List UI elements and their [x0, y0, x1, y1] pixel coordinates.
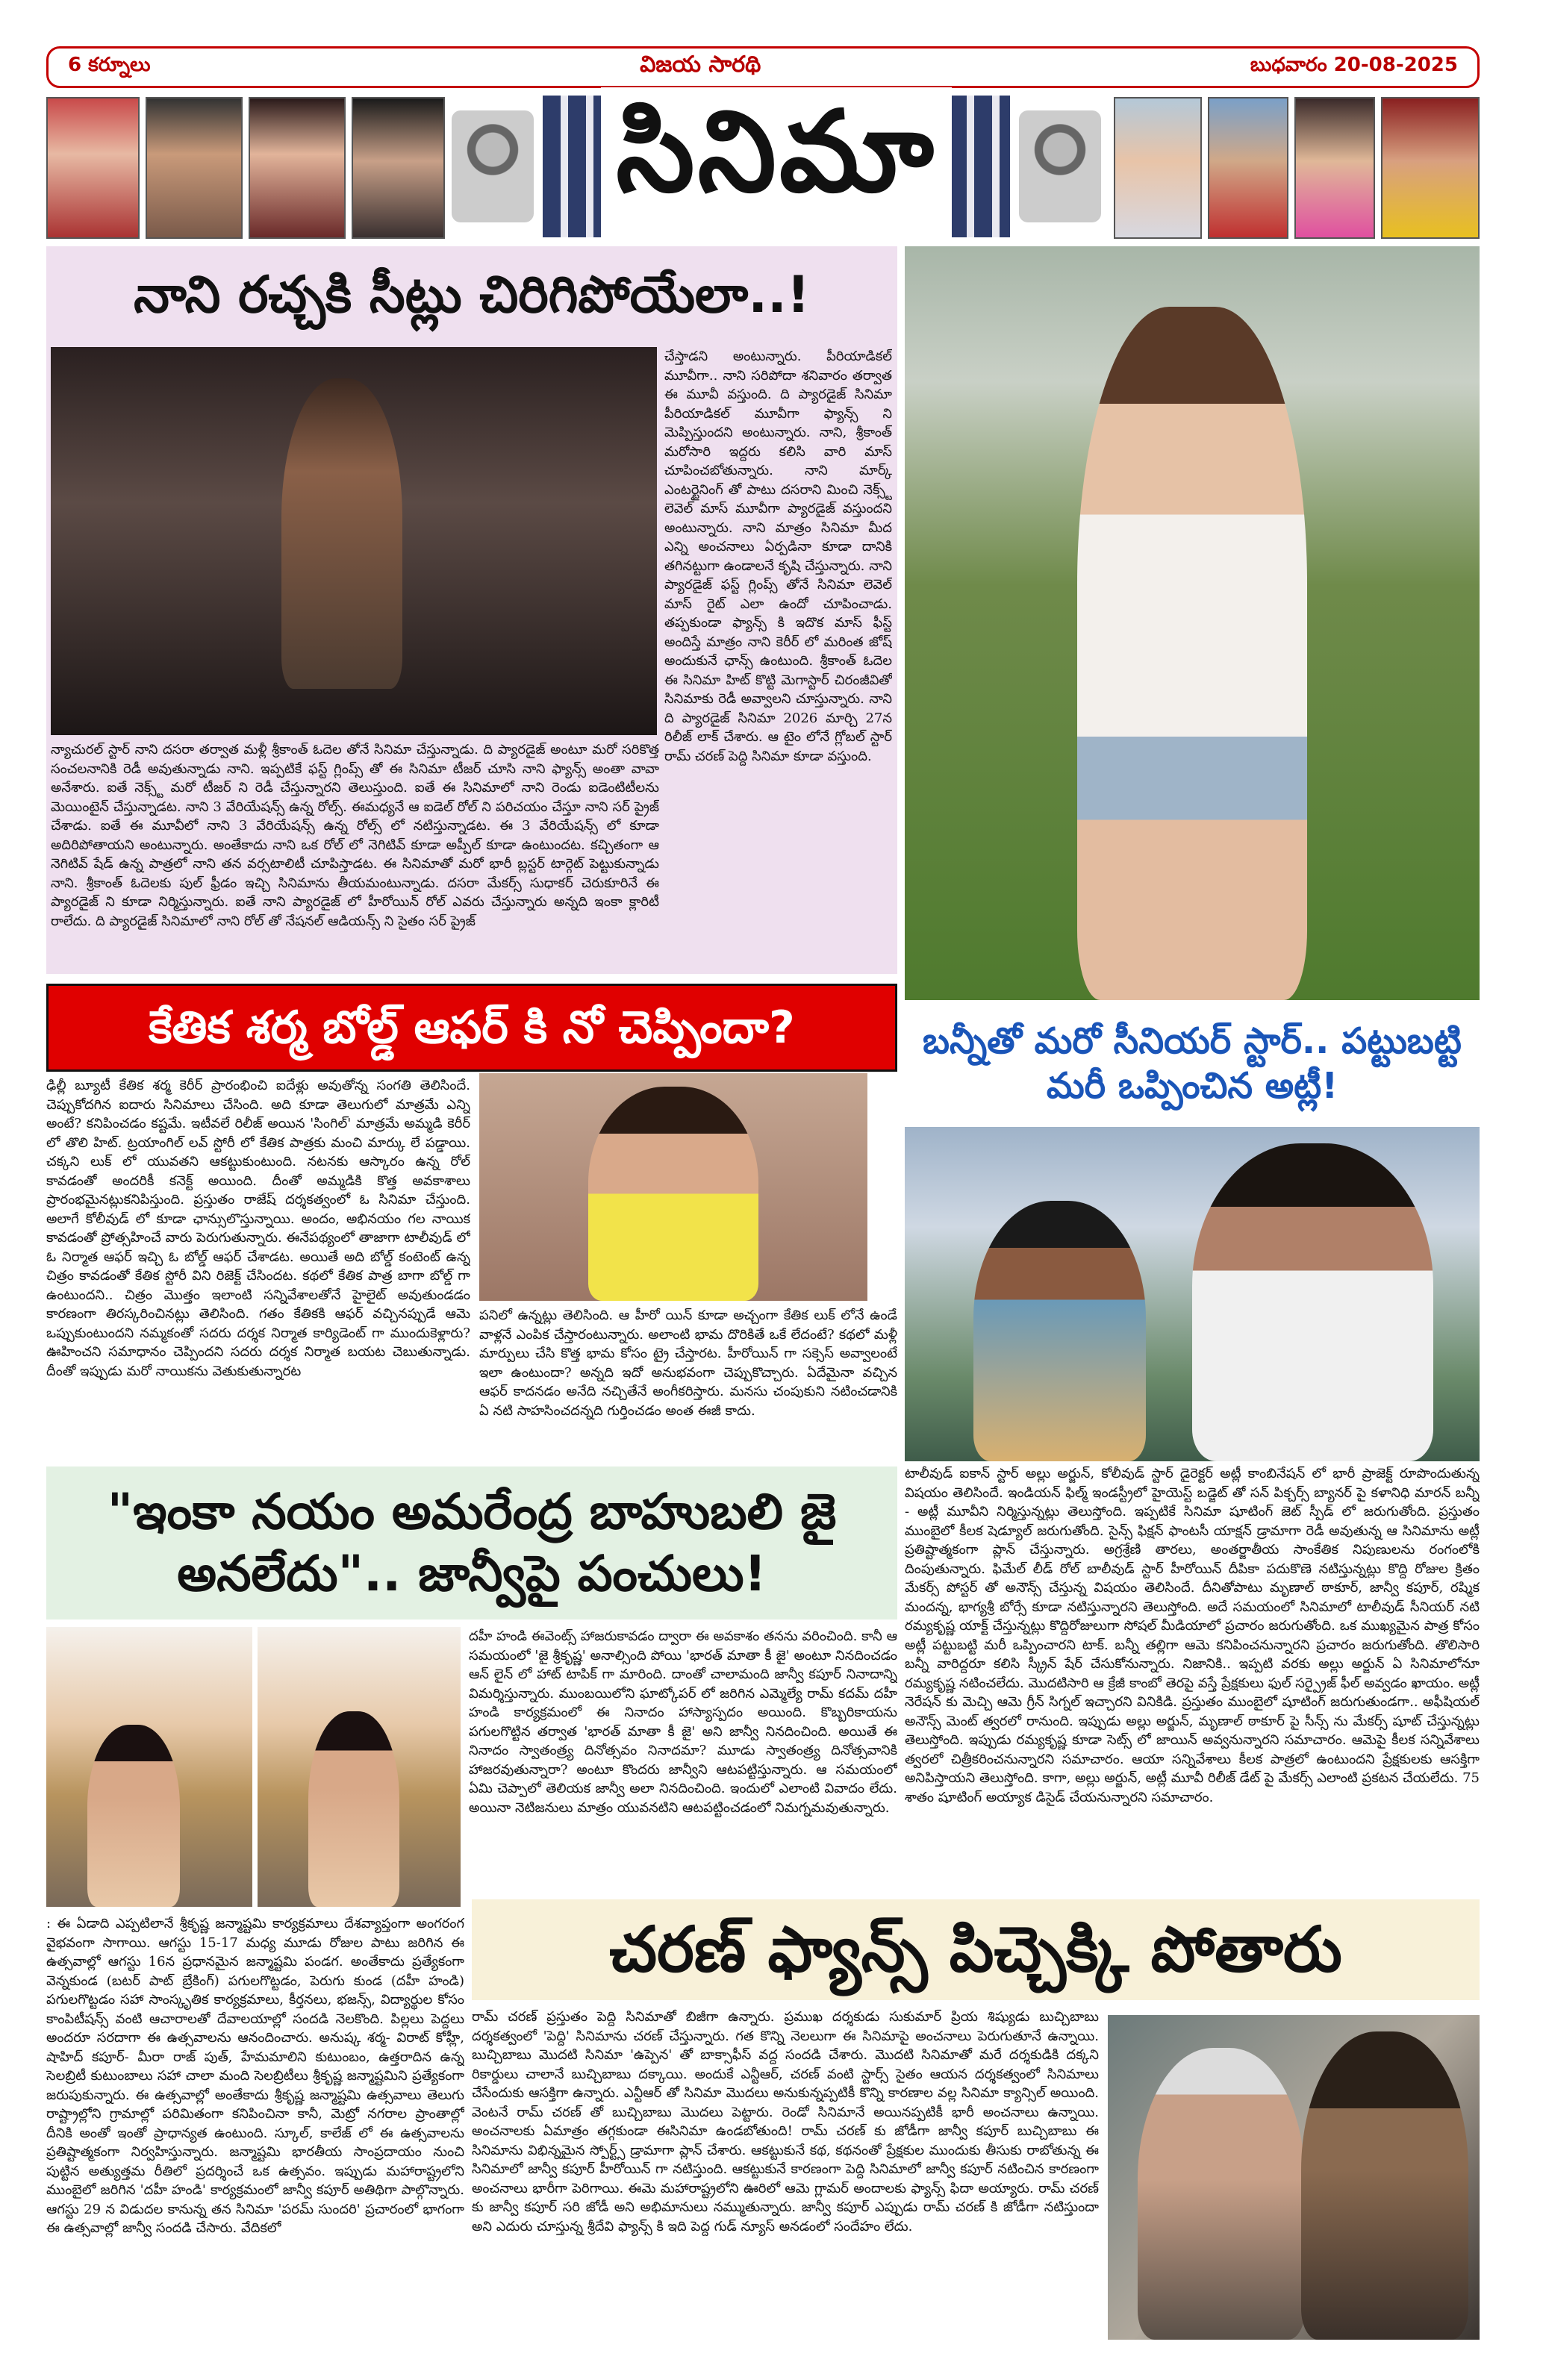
masthead-photo-2: [146, 97, 243, 239]
story-charan-text: రామ్ చరణ్ ప్రస్తుతం పెద్ది సినిమాతో బిజీగా ఉన్నారు. ప్రముఖ దర్శకుడు సుకుమార్ ప్రియ శిష్యుడు బుచ్చిబాబు దర్శకత్వంలో 'పెద్ది' సినిమాను చరణ్ చేస్తున్నారు. గత కొన్ని నెలలుగా ఈ సినిమాపై అంచనాలు పెరుగుతూనే ఉన్నాయి. బుచ్చిబాబు మొదటి సినిమా 'ఉప్పెన' తో బాక్సాఫీస్ వద్ద సందడి చేశారు. మొదటి సినిమాతో మరే దర్శకుడికి దక్కని రికార్డులు చాలానే బుచ్చిబాబు దక్కాయి. అందుకే ఎన్టీఆర్, చరణ్ వంటి స్టార్స్ సైతం ఆయన దర్శకత్వంలో సినిమాలు చేసేందుకు ఆసక్తిగా ఉన్నారు. ఎన్టీఆర్ తో సినిమా మొదలు అనుకున్నప్పటికీ కొన్ని కారణాల వల్ల సినిమా క్యాన్సిల్ అయింది. వెంటనే రామ్ చరణ్ తో బుచ్చిబాబు మొదలు పెట్టారు. రెండో సినిమానే అయినప్పటికీ భారీ అంచనాలు ఉన్నాయి. అంచనాలకు ఏమాత్రం తగ్గకుండా ఈసినిమా ఉండబోతుంది! రామ్ చరణ్ కు జోడీగా జాన్వీ కపూర్ బుచ్చిబాబు ఈ సినిమాను విభిన్నమైన స్పోర్ట్స్ డ్రామాగా ప్లాన్ చేశారు. ఆకట్టుకునే కథ, కథనంతో ప్రేక్షకుల ముందుకు తీసుకు రాబోతున్న ఈ సినిమాలో జాన్వీ కపూర్ హీరోయిన్ గా నటిస్తుంది. ఆకట్టుకునే కారణంగా పెద్ది సినిమాలో జాన్వీ కపూర్ నటించిన కారణంగా అంచనాలు భారీగా పెరిగాయి. ఈమె మహారాష్ట్రలోని ఊరిలో ఆమె గ్లామర్ అందాలకు ఫ్యాన్స్ ఫిదా అయ్యారు. రామ్ చరణ్ కు జాన్వీ కపూర్ సరి జోడీ అని అభిమానులు నమ్ముతున్నారు. జాన్వీ కపూర్ ఎప్పుడు రామ్ చరణ్ కి జోడీగా నటిస్తుందా అని ఎదురు చూస్తున్న శ్రీదేవి ఫ్యాన్స్ కి ఇది పెద్ద గుడ్ న్యూస్ అనడంలో సందేహం లేదు.: [472, 2009, 1099, 2234]
story-janhvi-headline-box: [46, 1467, 897, 1620]
story-nani-headline-box: [46, 246, 897, 343]
story-bunny-headline: బన్నీతో మరో సీనియర్ స్టార్.. పట్టుబట్టి మరీ ఒప్పించిన అట్లీ!: [923, 1020, 1462, 1107]
page-label: 6 కర్నూలు: [68, 54, 151, 76]
masthead-photo-6: [1208, 97, 1288, 239]
story-janhvi-right-text: దహీ హండి ఈవెంట్స్ హాజరుకావడం ద్వారా ఈ అవకాశం తనను వరించింది. కానీ ఆ సమయంలో 'జై శ్రీకృష్ణ' అనాల్సింది పోయి 'భారత్ మాతా కీ జై' అంటూ నినదించడం ఆన్ లైన్ లో హాట్ టాపిక్ గా మారింది. దాంతో చాలామంది జాన్వీ కపూర్ నినాదాన్ని విమర్శిస్తున్నారు. ముంబయిలోని ఘాట్కోపర్ లో జరిగిన ఎమ్మెల్యే రామ్ కదమ్ దహీ హండి కార్యక్రమంలో ఈ నినాదం హాస్యాస్పదం అయింది. కొబ్బరికాయను పగులగొట్టిన తర్వాత 'భారత్ మాతా కీ జై' అని జాన్వీ నినదించింది. అయితే ఈ నినాదం స్వాతంత్ర్య దినోత్సవం నినాదమా? మూడు స్వాతంత్ర్య దినోత్సవానికి హాజరవుతున్నారా? అంటూ కొందరు జాన్వీని ఆటపట్టిస్తున్నారు. ఆ సమయంలో ఏమి చెప్పాలో తెలియక జాన్వీ అలా నినదించింది. ఇందులో ఎలాంటి వివాదం లేదు. అయినా నెటిజనులు మాత్రం యువనటిని ఆటపట్టించడంలో నిమగ్నమవుతున్నారు.: [469, 1628, 897, 1816]
film-projector-icon: [452, 110, 534, 222]
nani-paradise-still-photo: [51, 347, 657, 735]
story-janhvi-headline-line1: "ఇంకా నయం అమరేంద్ర బాహుబలి జై: [107, 1483, 837, 1540]
allu-arjun-atlee-photo: [905, 1127, 1480, 1461]
janhvi-dahi-handi-photo-1: [46, 1627, 252, 1907]
page-header-bar: [46, 46, 1480, 88]
story-ketika-left-text: ఢిల్లీ బ్యూటీ కేతిక శర్మ కెరీర్ ప్రారంభించి ఐదేళ్లు అవుతోన్న సంగతి తెలిసిందే. చెప్పుకోదగిన ఐదారు సినిమాలు చేసింది. అది కూడా తెలుగులో మాత్రమే ఎన్ని అంటే? కనిపించడం కష్టమే. ఇటీవలే రిలీజ్ అయిన 'సింగిల్' మాత్రమే అమ్మడి కెరీర్ లో తొలి హిట్. ట్రయాంగిల్ లవ్ స్టోరీ లో కేతిక పాత్రకు మంచి మార్కు లే పడ్డాయి. చక్కని లుక్ లో యువతని ఆకట్టుకుంటుంది. నటనకు ఆస్కారం ఉన్న రోల్ కావడంతో అందరికీ కనెక్ట్ అయింది. దీంతో అమ్మడికి కొత్త అవకాశాలు ప్రారంభమైనట్లుకనిపిస్తుంది. ప్రస్తుతం రాజేష్ దర్శకత్వంలో ఓ సినిమా చేస్తుంది. అలాగే కోలీవుడ్ లో కూడా ఛాన్సులొస్తున్నాయి. అందం, అభినయం గల నాయిక కావడంతో ప్రోత్సహించే వారు పెరుగుతున్నారు. ఈనేపథ్యంలో తాజాగా టాలీవుడ్ లో ఓ నిర్మాత ఆఫర్ ఇచ్చి ఓ బోల్డ్ ఆఫర్ చేశాడట. అయితే అది బోల్డ్ కంటెంట్ ఉన్న చిత్రం కావడంతో కేతిక స్టోరీ విని రిజెక్ట్ చేసిందట. కథలో కేతిక పాత్ర బాగా బోల్డ్ గా ఉంటుందని.. చిత్రం మొత్తం ఇలాంటి సన్నివేశాలతోనే హైలైట్ అవుతుండడం కారణంగా తిరస్కరించినట్లు తెలిసింది. గతం కేతికకి ఆఫర్ వచ్చినప్పుడే ఆమె ఒప్పుకుంటుందని నమ్మకంతో సదరు దర్శక నిర్మాత కార్యిడెంట్ గా ముందుకెళ్లారు? ఊహించని సమాధానం చెప్పిందని సదరు దర్శక నిర్మాత బయట చెబుతున్నాడు. దీంతో ఇప్పుడు మరో నాయికను వెతుకుతున్నారట: [46, 1078, 470, 1379]
story-charan-headline: చరణ్ ఫ్యాన్స్ పిచ్చెక్కి పోతారు: [609, 1913, 1342, 1986]
actress-portrait-photo: [905, 246, 1480, 1000]
story-ketika-right-text: పనిలో ఉన్నట్లు తెలిసింది. ఆ హీరో యిన్ కూడా అచ్చంగా కేతిక లుక్ లోనే ఉండే వాళ్లనే ఎంపిక చేస్తారంటున్నారు. అలాంటి భామ దొరికితే ఒకే లేదంటే? కథలో మళ్లీ మార్పులు చేసి కొత్త భామ కోసం ట్రై చేస్తారట. హీరోయిన్ గా సక్సెస్ అవ్వాలంటే ఇలా ఉంటుందా? అన్నది ఇదో అనుభవంగా చెప్పుకొచ్చారు. ఏదేమైనా వచ్చిన ఆఫర్ కాదనడం అనేది నచ్చితేనే అంగీకరిస్తారు. మనసు చంపుకుని నటించడానికి ఏ నటి సాహసించదన్నది గుర్తించడం అంత ఈజీ కాదు.: [479, 1308, 897, 1419]
story-bunny-headline-box: [905, 1004, 1480, 1123]
ram-charan-peddi-photo: [1108, 2015, 1480, 2340]
story-nani-column-text: చేస్తాడని అంటున్నారు. పీరియాడికల్ మూవీగా.. నాని సరిపోదా శనివారం తర్వాత ఈ మూవీ వస్తుంది. ది ప్యారడైజ్ సినిమా పీరియాడికల్ మూవీగా ఫ్యాన్స్ ని మెప్పిస్తుందని అంటున్నారు. నాని, శ్రీకాంత్ మరోసారి ఇద్దరు కలిసి వారి మాస్ చూపించబోతున్నారు. నాని మార్క్ ఎంటర్టైనింగ్ తో పాటు దసరాని మించి నెక్స్ట్ లెవెల్ మాస్ మూవీగా ప్యారడైజ్ వస్తుందని అంటున్నారు. నాని మాత్రం సినిమా మీద ఎన్ని అంచనాలు ఏర్పడినా కూడా దానికి తగినట్టుగా ఉండాలనే కృషి చేస్తున్నారు. నాని ప్యారడైజ్ ఫస్ట్ గ్లింప్స్ తోనే సినిమా లెవెల్ మాస్ రైట్ ఎలా ఉందో చూపించాడు. తప్పకుండా ఫ్యాన్స్ కి ఇదొక మాస్ ఫీస్ట్ అందిస్తే మాత్రం నాని కెరీర్ లో మరింత జోష్ అందుకునే ఛాన్స్ ఉంటుంది. శ్రీకాంత్ ఓదెల ఈ సినిమా హిట్ కొట్టి మెగాస్టార్ చిరంజీవితో సినిమాకు రెడీ అవ్వాలని చూస్తున్నారు. నాని ది ప్యారడైజ్ సినిమా 2026 మార్చి 27న రిలీజ్ లాక్ చేశారు. ఆ టైం లోనే గ్లోబల్ స్టార్ రామ్ చరణ్ పెద్ది సినిమా కూడా వస్తుంది.: [664, 349, 892, 764]
issue-date: బుధవారం 20-08-2025: [1250, 54, 1458, 76]
story-nani-wide-text: న్యాచురల్ స్టార్ నాని దసరా తర్వాత మళ్లీ శ్రీకాంత్ ఓదెల తోనే సినిమా చేస్తున్నాడు. ది ప్యారడైజ్ అంటూ మరో సరికొత్త సంచలనానికి రెడీ అవుతున్నాడు నాని. ఇప్పటికే ఫస్ట్ గ్లింప్స్ తో ఈ సినిమా టీజర్ చూసి నాని ఫ్యాన్స్ అంతా వావా అనేశారు. ఐతే నెక్స్ట్ మరో టీజర్ ని రెడీ చేస్తున్నారని తెలుస్తుంది. ఐతే ఈ సినిమాలో నాని రెండు ఐడెంటిటీలను మెయింటైన్ చేస్తున్నాడట. నాని 3 వేరియేషన్స్ ఉన్న రోల్స్. ఈమధ్యనే ఆ ఐడెల్ రోల్ ని పరిచయం చేస్తూ నాని సర్ ప్రైజ్ చేశాడు. ఐతే ఈ మూవీలో నాని 3 వేరియేషన్స్ ఉన్న రోల్స్ లో నటిస్తున్నాడట. ఈ 3 వేరియేషన్స్ లో కూడా అదిరిపోతాయని అంటున్నారు. అంతేకాదు నాని ఒక రోల్ లో నెగిటివ్ కూడా అప్పీల్ కూడా ఉంటుందట. కచ్చితంగా ఆ నెగిటివ్ షేడ్ ఉన్న పాత్రలో నాని తన వర్సటాలిటీ చూపిస్తాడట. ఈ సినిమాతో మరో భారీ బ్లస్టర్ టార్గెట్ పెట్టుకున్నాడు నాని. శ్రీకాంత్ ఓదెలకు పుల్ ఫ్రీడం ఇచ్చి సినిమాను తీయమంటున్నాడు. దసరా మేకర్స్ సుధాకర్ చెరుకూరినే ఈ ప్యారడైజ్ ని కూడా నిర్మిస్తున్నారు. ఐతే నాని ప్యారడైజ్ లో హీరోయిన్ రోల్ ఎవరు చేస్తున్నారు అన్నది ఇంకా క్లారిటీ రాలేదు. ది ప్యారడైజ్ సినిమాలో నాని రోల్ తో నేషనల్ ఆడియన్స్ ని సైతం సర్ ప్రైజ్: [51, 742, 659, 929]
masthead-photo-1: [46, 97, 140, 239]
masthead-photo-4: [352, 97, 445, 239]
masthead-photo-3: [249, 97, 346, 239]
story-charan-headline-box: [472, 1899, 1480, 2000]
masthead-photo-8: [1381, 97, 1480, 239]
masthead-logo: [452, 87, 1101, 243]
paper-name: విజయ సారథి: [640, 51, 761, 78]
story-janhvi-bottom-text: : ఈ ఏడాది ఎప్పటిలానే శ్రీకృష్ణ జన్మాష్టమి కార్యక్రమాలు దేశవ్యాప్తంగా అంగరంగ వైభవంగా సాగాయి. ఆగస్టు 15-17 మధ్య మూడు రోజుల పాటు జరిగిన ఈ ఉత్సవాల్లో ఆగస్టు 16న ప్రధానమైన జన్మాష్టమి పండగ. అంతేకాదు ప్రత్యేకంగా వెన్నకుండ (బటర్ పాట్ బ్రేకింగ్) పగులగొట్టడం, పెరుగు కుండ (దహీ హండి) పగులగొట్టడం సహా సాంస్కృతిక కార్యక్రమాలు, కీర్తనలు, భజన్స్, విద్యార్థుల కోసం కాంపిటీషన్స్ వంటి ఆచారాలతో దేవాలయాల్లో సందడి నెలకొంది. పిల్లలు పెద్దలు అందరూ సరదాగా ఈ ఉత్సవాలను ఆనందించారు. అనుష్క శర్మ- విరాట్ కోహ్లీ, షాహిద్ కపూర్- మీరా రాజ్ పుత్, హేమమాలిని కుటుంబం, ఉత్తరాదిన ఉన్న సెలబ్రిటీ కుటుంబాలు సహా చాలా మంది సెలబ్రిటీలు శ్రీకృష్ణ జన్మాష్టమిని ప్రత్యేకంగా జరుపుకున్నారు. ఈ ఉత్సవాల్లో అంతేకాదు శ్రీకృష్ణ జన్మాష్టమి ఉత్సవాలు తెలుగు రాష్ట్రాల్లోని గ్రామాల్లో పరిమితంగా కనిపించినా కానీ, మెట్రో నగరాల ప్రాంతాల్లో దీనికి అంతో ఇంతో ప్రాధాన్యత ఉంటుంది. స్కూల్, కాలేజ్ లో ఈ ఉత్సవాలను ప్రతిష్టాత్మకంగా నిర్వహిస్తున్నారు. జన్మాష్టమి భారతీయ సాంప్రదాయం నుంచి పుట్టిన అత్యుత్తమ రీతిలో ప్రదర్శించే ఒక ఉత్సవం. ఇప్పుడు మహారాష్ట్రలోని ముంబైలో జరిగిన 'దహీ హండి' కార్యక్రమంలో జాన్వీ కపూర్ అతిథిగా పాల్గొన్నారు. ఆగస్టు 29 న విడుదల కానున్న తన సినిమా 'పరమ్ సుందరి' ప్రచారంలో భాగంగా ఈ ఉత్సవాల్లో జాన్వీ సందడి చేసారు. వేదికలో: [46, 1916, 464, 2236]
story-ketika-headline: కేతిక శర్మ బోల్డ్ ఆఫర్ కి నో చెప్పిందా?: [149, 1001, 795, 1054]
masthead-title: సినిమా: [601, 87, 951, 245]
ketika-sharma-photo: [479, 1073, 867, 1301]
story-janhvi-headline-line2: అనలేదు".. జాన్వీపై పంచులు!: [177, 1544, 767, 1602]
story-ketika-headline-box: [46, 984, 897, 1072]
masthead-photo-5: [1114, 97, 1202, 239]
story-bunny-text: టాలీవుడ్ ఐకాన్ స్టార్ అల్లు అర్జున్, కోలీవుడ్ స్టార్ డైరెక్టర్ అట్లీ కాంబినేషన్ లో భారీ ప్రాజెక్ట్ రూపొందుతున్న విషయం తెలిసిందే. ఇండియన్ ఫిల్మ్ ఇండస్ట్రీలో హైయెస్ట్ బడ్జెట్ తో సన్ పిక్చర్స్ బ్యానర్ పై కళానిధి మారన్ బన్నీ - అట్లీ మూవీని నిర్మిస్తున్నట్లు తెలుస్తోంది. ఇప్పటికే సినిమా షూటింగ్ జెట్ స్పీడ్ లో జరుగుతోంది. ప్రస్తుతం ముంబైలో కీలక షెడ్యూల్ జరుగుతోంది. సైన్స్ ఫిక్షన్ ఫాంటసీ యాక్షన్ డ్రామాగా రెడీ అవుతున్న ఆ సినిమాను అట్లీ ప్రతిష్టాత్మకంగా ప్లాన్ చేస్తున్నారు. అగ్రశ్రేణి తారలు, అంతర్జాతీయ సాంకేతిక నిపుణులను రంగంలోకి దింపుతున్నారు. ఫిమేల్ లీడ్ రోల్ బాలీవుడ్ స్టార్ హీరోయిన్ దీపికా పదుకొణె నటిస్తున్నట్లు కొద్ది రోజుల క్రితం మేకర్స్ పోస్టర్ తో అనౌన్స్ చేస్తున్న విషయం తెలిసిందే. దీనితోపాటు మృణాల్ ఠాకూర్, జాన్వీ కపూర్, రష్మిక మందన్న, భాగ్యశ్రీ బోర్సే కూడా నటిస్తున్నారని తెలుస్తోంది. అదే సమయంలో సినిమాలో టాలీవుడ్ సీనియర్ నటి రమ్యకృష్ణ యాక్ట్ చేస్తున్నట్లు కొద్దిరోజులుగా సోషల్ మీడియాలో ప్రచారం జరుగుతోంది. ఒక ముఖ్యమైన పాత్ర కోసం అట్లీ పట్టుబట్టి మరీ ఒప్పించారని టాక్. బన్నీ తల్లిగా ఆమె కనిపించనున్నారని ప్రచారం జరుగుతోంది. తొలిసారి బన్నీ వారిద్దరూ కలిసి స్క్రీన్ షేర్ చేసుకోనున్నారు. నిజానికి.. ఇప్పటి వరకు అల్లు అర్జున్ ఏ సినిమాలోనూ రమ్యకృష్ణ నటించలేదు. మొదటిసారి ఆ క్రేజీ కాంబో తెరపై వస్తే ప్రేక్షకులు ఫుల్ సర్ప్రైజ్ ఫీల్ అవ్వడం ఖాయం. అట్లీ నెరేషన్ కు మెచ్చి ఆమె గ్రీన్ సిగ్నల్ ఇచ్చారని వినికిడి. ప్రస్తుతం ముంబైలో షూటింగ్ జరుగుతుండగా.. అఫీషియల్ అనౌన్స్ మెంట్ త్వరలో రానుంది. ఇప్పుడు అల్లు అర్జున్, మృణాల్ ఠాకూర్ పై సీన్స్ ను మేకర్స్ షూట్ చేస్తున్నట్లు తెలుస్తోంది. ఇప్పుడు రమ్యకృష్ణ కూడా సెట్స్ లో జాయిన్ అవ్వనున్నారని సమాచారం. ఆమెపై కీలక సన్నివేశాలు త్వరలో చిత్రీకరించనున్నారని సమాచారం. ఆయా సన్నివేశాలు కీలక పాత్రలో ఉంటుందని ప్రేక్షకులకు ఆసక్తిగా అనిపిస్తాయని తెలుస్తోంది. కాగా, అల్లు అర్జున్, అట్లీ మూవీ రిలీజ్ డేట్ పై మేకర్స్ ఎలాంటి ప్రకటన చేయలేదు. 75 శాతం షూటింగ్ అయ్యాక డిసైడ్ చేయనున్నారని సమాచారం.: [905, 1466, 1480, 1805]
film-projector-icon: [1019, 110, 1101, 222]
story-nani-headline: నాని రచ్చకి సీట్లు చిరిగిపోయేలా..!: [134, 265, 810, 325]
janhvi-dahi-handi-photo-2: [258, 1627, 461, 1907]
masthead-photo-7: [1294, 97, 1375, 239]
